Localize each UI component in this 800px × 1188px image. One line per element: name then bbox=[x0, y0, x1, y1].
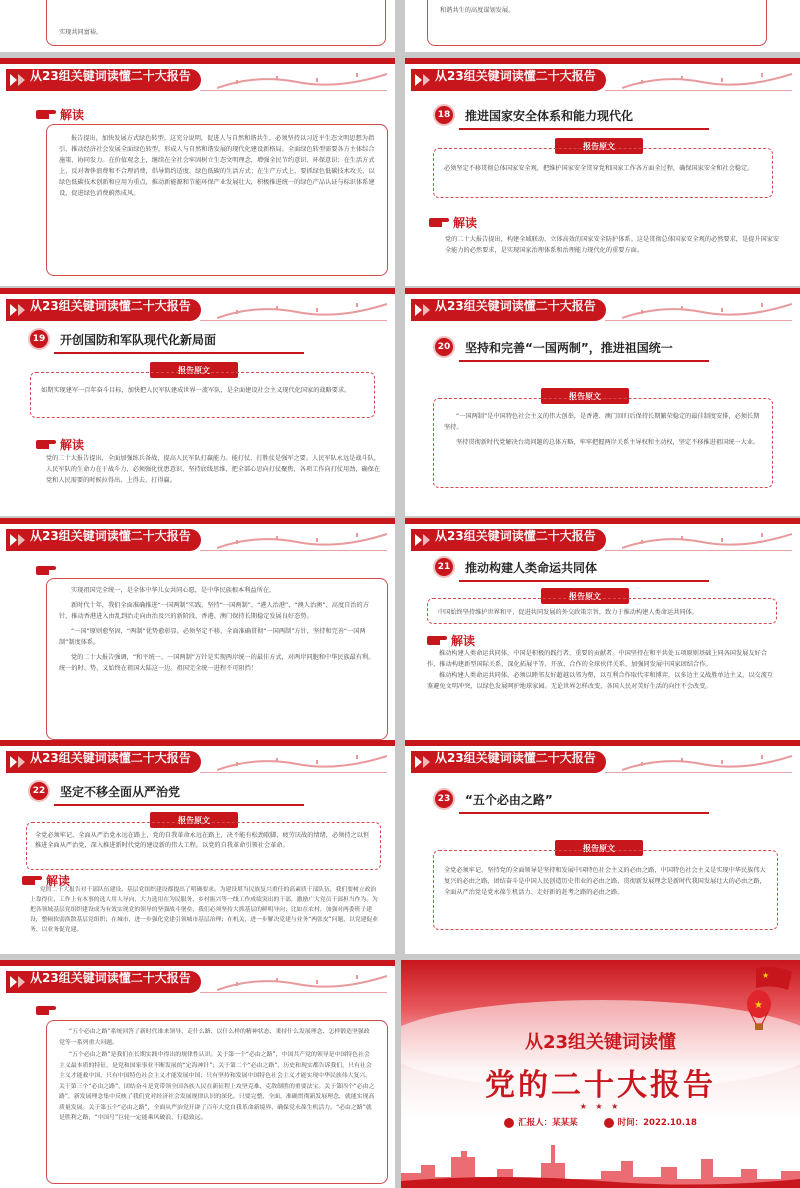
quote-text: 如期实现建军一百年奋斗目标，加快把人民军队建成世界一流军队，是全面建设社会主义现代化国家的战略要求。 bbox=[41, 387, 351, 394]
section-title: 开创国防和军队现代化新局面 bbox=[60, 332, 217, 347]
jiedu-heading bbox=[36, 106, 84, 123]
cover-title-line2: 党的二十大报告 bbox=[485, 1068, 716, 1103]
great-wall-icon bbox=[217, 298, 387, 320]
clock-icon bbox=[604, 1118, 614, 1128]
great-wall-icon bbox=[217, 750, 387, 772]
slide-header bbox=[405, 64, 800, 94]
slide-reunification bbox=[0, 518, 395, 746]
cover-title-line1: 从23组关键词读懂 bbox=[524, 1032, 677, 1053]
section-number-badge: 21 bbox=[433, 556, 455, 578]
jiedu-label: 解读 bbox=[60, 108, 85, 122]
slide-header bbox=[0, 966, 395, 996]
quote-box bbox=[30, 372, 375, 418]
body-text: 实现祖国完全统一，是全体中华儿女共同心愿，是中华民族根本利益所在。 bbox=[71, 587, 276, 594]
section-number-badge: 23 bbox=[433, 788, 455, 810]
report-source-tag: 报告原文 bbox=[541, 388, 629, 404]
section-number-badge: 22 bbox=[28, 780, 50, 802]
section-title-row bbox=[28, 780, 180, 802]
header-title: 从23组关键词读懂二十大报告 bbox=[435, 529, 596, 543]
body-text: 新时代十年，我们全面准确推进“一国两制”实践，坚持“一国两制”、“港人治港”、“澳人治澳”、高度自治的方针，推动香港进入由乱到治走向由治及兴的新阶段，香港、澳门保持长期稳定发展良好态势。 bbox=[59, 602, 369, 620]
slide-green-transition bbox=[0, 58, 395, 286]
slide-header bbox=[0, 64, 395, 94]
body-text: 党的二十大报告强调，“和平统一、一国两制”方针是实现两岸统一的最佳方式，对两岸同胞和中华民族最有利。统一的时、势、义始终在祖国大陆这一边。祖国完全统一进程不可阻挡！ bbox=[59, 654, 375, 672]
section-number-badge: 18 bbox=[433, 104, 455, 126]
quote-text: “一国两制”是中国特色社会主义的伟大创举，是香港、澳门回归后保持长期繁荣稳定的最佳制度安排，必须长期坚持。 bbox=[444, 413, 760, 431]
body-text: 党的二十大报告提出，构建全域联动、立体高效的国家安全防护体系。这是贯彻总体国家安全观的必然要求，是提升国家安全能力的必然要求，是实现国家治理体系和治理能力现代化的重要方面。 bbox=[445, 236, 780, 254]
text-box bbox=[427, 0, 767, 46]
section-number-badge: 20 bbox=[433, 336, 455, 358]
slide-five-must-paths-interpretation bbox=[0, 960, 395, 1188]
body-text: “五个必由之路”是我们在长期实践中得出的规律性认识。关于第一个“必由之路”，中国共产党的领导是中国特色社会主义最本质的特征，是党和国家事业不断发展的“定海神针”；关于第二个“必由之路”，历史和现实都告诉我们，只有社会主义才能救中国，只有中国特色社会主义才能发展中国；只有坚持和发展中国特色社会主义才能实现中华民族伟大复兴。关于第三个“必由之路”，团结奋斗是党带领全国各族人民在新征程上攻坚克难、克敌制胜的重要法宝。关于第四个“必由之路”，新发展理念集中反映了我们党对经济社会发展规律认识的深化。只要完整、全面、准确贯彻新发展理念，就能实现高质量发展。关于第五个“必由之路”，全面从严治党开辟了百年大党自我革命新境界，确保党永葆生机活力。“必由之路”就是胜利之路，“中国号”巨轮一定能乘风破浪、行稳致远。 bbox=[59, 1052, 375, 1121]
slide-party-governance bbox=[0, 740, 395, 954]
jiedu-label: 解读 bbox=[46, 874, 71, 888]
body-text: 报告提出，加快发展方式绿色转型。这充分说明，促进人与自然和谐共生，必须坚持以习近平生态文明思想为指引，推动经济社会发展全面绿色转型，形成人与自然和谐发展的现代化建设新格局。全面绿色转型需要各方主体综合施策、协同发力。在价值观念上，继续在全社会牢固树立生态文明理念，增强全民节约意识、环保意识；在生活方式上，反对奢侈浪费和不合理消费，倡导简约适度、绿色低碳的生活方式；在生产方式上，要抓绿色低碳技术攻关，以绿色低碳技术创新和应用为重点，推动新能源和节能环保产业发展壮大，积极推进统一的绿色产品认证与标识体系建设，促进绿色消费蔚然成风。 bbox=[59, 135, 375, 197]
body-text: “一国”原则愈坚固，“两制”优势愈彰显。必须坚定不移、全面准确贯彻“一国两制”方针，坚持和完善“一国两制”制度体系。 bbox=[59, 628, 366, 646]
pointing-hand-icon bbox=[36, 1004, 56, 1017]
pointing-hand-icon bbox=[36, 564, 56, 577]
pointing-hand-icon bbox=[36, 108, 56, 121]
body-text: “五个必由之路”系统回答了新时代谁来领导、走什么路、以什么样的精神状态、秉持什么发展理念、怎样锻造坚强政党等一系列重大问题。 bbox=[59, 1029, 370, 1046]
great-wall-icon bbox=[217, 528, 387, 550]
report-source-tag: 报告原文 bbox=[150, 362, 238, 378]
quote-text: 坚持贯彻新时代党解决台湾问题的总体方略，牢牢把握两岸关系主导权和主动权，坚定不移推进祖国统一大业。 bbox=[456, 439, 760, 446]
quote-text: 必须坚定不移贯彻总体国家安全观，把维护国家安全贯穿党和国家工作各方面全过程，确保国家安全和社会稳定。 bbox=[444, 165, 754, 172]
time-info bbox=[604, 1116, 697, 1128]
great-wall-icon bbox=[622, 298, 792, 320]
jiedu-heading bbox=[36, 436, 84, 453]
jiedu-label: 解读 bbox=[453, 216, 478, 230]
header-title: 从23组关键词读懂二十大报告 bbox=[435, 299, 596, 313]
slide-header bbox=[0, 746, 395, 776]
report-source-tag: 报告原文 bbox=[541, 588, 629, 604]
slide-ecology-tail bbox=[0, 0, 395, 52]
pointing-hand-icon bbox=[36, 438, 56, 451]
report-source-tag: 报告原文 bbox=[150, 812, 238, 828]
header-title: 从23组关键词读懂二十大报告 bbox=[435, 751, 596, 765]
section-title-row bbox=[433, 104, 633, 126]
body-text: 推动构建人类命运共同体，必须以睦邻友好超越以邻为壑，以互利合作取代零和博弈，以多边主义战胜单边主义，以交流互鉴避免文明冲突，以绿色发展呵护地球家园。无论世界怎样改变，各国人民对美好生活的向往不会改变。 bbox=[427, 672, 774, 690]
cover-meta bbox=[401, 1116, 800, 1128]
header-title: 从23组关键词读懂二十大报告 bbox=[30, 751, 191, 765]
jiedu-heading bbox=[429, 214, 477, 231]
header-title: 从23组关键词读懂二十大报告 bbox=[30, 529, 191, 543]
jiedu-heading bbox=[427, 632, 475, 649]
quote-box bbox=[433, 398, 773, 488]
slide-header bbox=[405, 524, 800, 554]
header-title: 从23组关键词读懂二十大报告 bbox=[30, 69, 191, 83]
great-wall-icon bbox=[622, 750, 792, 772]
section-title: 坚持和完善“一国两制”，推进祖国统一 bbox=[465, 340, 673, 355]
section-title-row bbox=[433, 788, 553, 810]
great-wall-icon bbox=[217, 970, 387, 992]
section-title: “五个必由之路” bbox=[465, 792, 553, 807]
header-title: 从23组关键词读懂二十大报告 bbox=[30, 971, 191, 985]
jiedu-heading bbox=[36, 1004, 56, 1017]
header-title: 从23组关键词读懂二十大报告 bbox=[30, 299, 191, 313]
cover-slide bbox=[401, 960, 800, 1188]
cover-stars: ★ ★ ★ bbox=[579, 1102, 622, 1111]
slide-header bbox=[405, 746, 800, 776]
slide-one-country-two-systems bbox=[405, 288, 800, 516]
report-source-tag: 报告原文 bbox=[555, 138, 643, 154]
pointing-hand-icon bbox=[427, 634, 447, 647]
body-text: 党的二十大报告提出，全面加强练兵备战，提高人民军队打赢能力。能打仗、打胜仗是强军之要。人民军队永远是战斗队，人民军队的生命力在于战斗力，必须强化忧患意识，坚持底线思维，把全部心思向打仗聚焦，各项工作向打仗用劲，确保在党和人民需要的时候拉得出、上得去、打得赢。 bbox=[46, 455, 381, 484]
reporter-text: 汇报人：某某某 bbox=[518, 1118, 578, 1128]
time-text: 时间：2022.10.18 bbox=[617, 1118, 697, 1128]
text-box bbox=[46, 578, 388, 740]
pointing-hand-icon bbox=[429, 216, 449, 229]
report-source-tag: 报告原文 bbox=[555, 840, 643, 856]
great-wall-icon bbox=[622, 68, 792, 90]
slide-header bbox=[0, 524, 395, 554]
jiedu-label: 解读 bbox=[60, 438, 85, 452]
section-title-row bbox=[433, 336, 673, 358]
slide-national-defense bbox=[0, 288, 395, 516]
body-text: 实现共同富裕。 bbox=[59, 29, 103, 36]
quote-box bbox=[433, 850, 778, 930]
header-title: 从23组关键词读懂二十大报告 bbox=[435, 69, 596, 83]
person-icon bbox=[504, 1118, 514, 1128]
section-title-row bbox=[28, 328, 216, 350]
city-skyline-icon bbox=[401, 1143, 800, 1188]
body-block bbox=[427, 648, 777, 692]
quote-box bbox=[26, 822, 381, 870]
section-title: 推动构建人类命运共同体 bbox=[465, 560, 598, 575]
section-title: 坚定不移全面从严治党 bbox=[60, 784, 181, 799]
section-title: 推进国家安全体系和能力现代化 bbox=[465, 108, 634, 123]
great-wall-icon bbox=[217, 68, 387, 90]
body-text: 推动构建人类命运共同体，中国是积极的践行者、重要的贡献者。中国坚持在和平共处五项原则基础上同各国发展友好合作，推动构建新型国际关系，深化拓展平等、开放、合作的全球伙伴关系，加强同发展中国家团结合作。 bbox=[427, 650, 767, 668]
jiedu-heading bbox=[36, 564, 56, 577]
quote-text: 中国始终坚持维护世界和平、促进共同发展的外交政策宗旨，致力于推动构建人类命运共同体。 bbox=[438, 609, 698, 616]
slide-five-must-paths bbox=[405, 740, 800, 954]
text-box bbox=[46, 124, 388, 276]
text-box bbox=[46, 0, 386, 46]
quote-text: 全党必须牢记，全面从严治党永远在路上，党的自我革命永远在路上，决不能有松劲歇脚、疲劳厌战的情绪，必须持之以恒推进全面从严治党，深入推进新时代党的建设新的伟大工程，以党的自我革命引领社会革命。 bbox=[35, 832, 370, 849]
slide-shared-future bbox=[405, 518, 800, 746]
quote-box bbox=[433, 148, 773, 198]
slide-header bbox=[0, 294, 395, 324]
section-number-badge: 19 bbox=[28, 328, 50, 350]
quote-box bbox=[427, 598, 777, 624]
body-text: 和谐共生的高度谋划发展。 bbox=[440, 7, 515, 14]
text-box bbox=[46, 1020, 388, 1184]
jiedu-label: 解读 bbox=[451, 634, 476, 648]
slide-national-security bbox=[405, 58, 800, 286]
hot-air-balloon-icon bbox=[744, 990, 774, 1032]
quote-text: 全党必须牢记，坚持党的全面领导是坚持和发展中国特色社会主义的必由之路，中国特色社会主义是实现中华民族伟大复兴的必由之路，团结奋斗是中国人民创造历史伟业的必由之路，贯彻新发展理念是新时代我国发展壮大的必由之路，全面从严治党是党永葆生机活力、走好新的赶考之路的必由之路。 bbox=[444, 867, 766, 896]
body-text: 党的二十大报告对干部队伍建设、基层党组织建设都提出了明确要求。为建设堪当民族复兴重任的高素质干部队伍，我们要树立政治上靠得住、工作上有本事的选人用人导向，大力选用在为民服务、乡村振兴等一线工作成绩突出的干部，激励广大党员干部担当作为。为把各领域基层党组织建设成为有效实现党的领导的坚强战斗堡垒，我们必须坚持大抓基层的鲜明导向；比如在农村，加强对两委班子建设，整顿软弱涣散基层党组织；在城市，进一步强化党建引领城市基层治理；在机关，进一步解决党建与业务“两张皮”问题，以党建促业务、以业务促党建。 bbox=[30, 887, 379, 933]
svg-text:★: ★ bbox=[762, 971, 770, 980]
great-wall-icon bbox=[622, 528, 792, 550]
svg-text:★: ★ bbox=[754, 1000, 763, 1011]
slide-harmony-tail bbox=[405, 0, 800, 52]
reporter-info bbox=[504, 1116, 578, 1128]
section-title-row bbox=[433, 556, 597, 578]
slide-header bbox=[405, 294, 800, 324]
